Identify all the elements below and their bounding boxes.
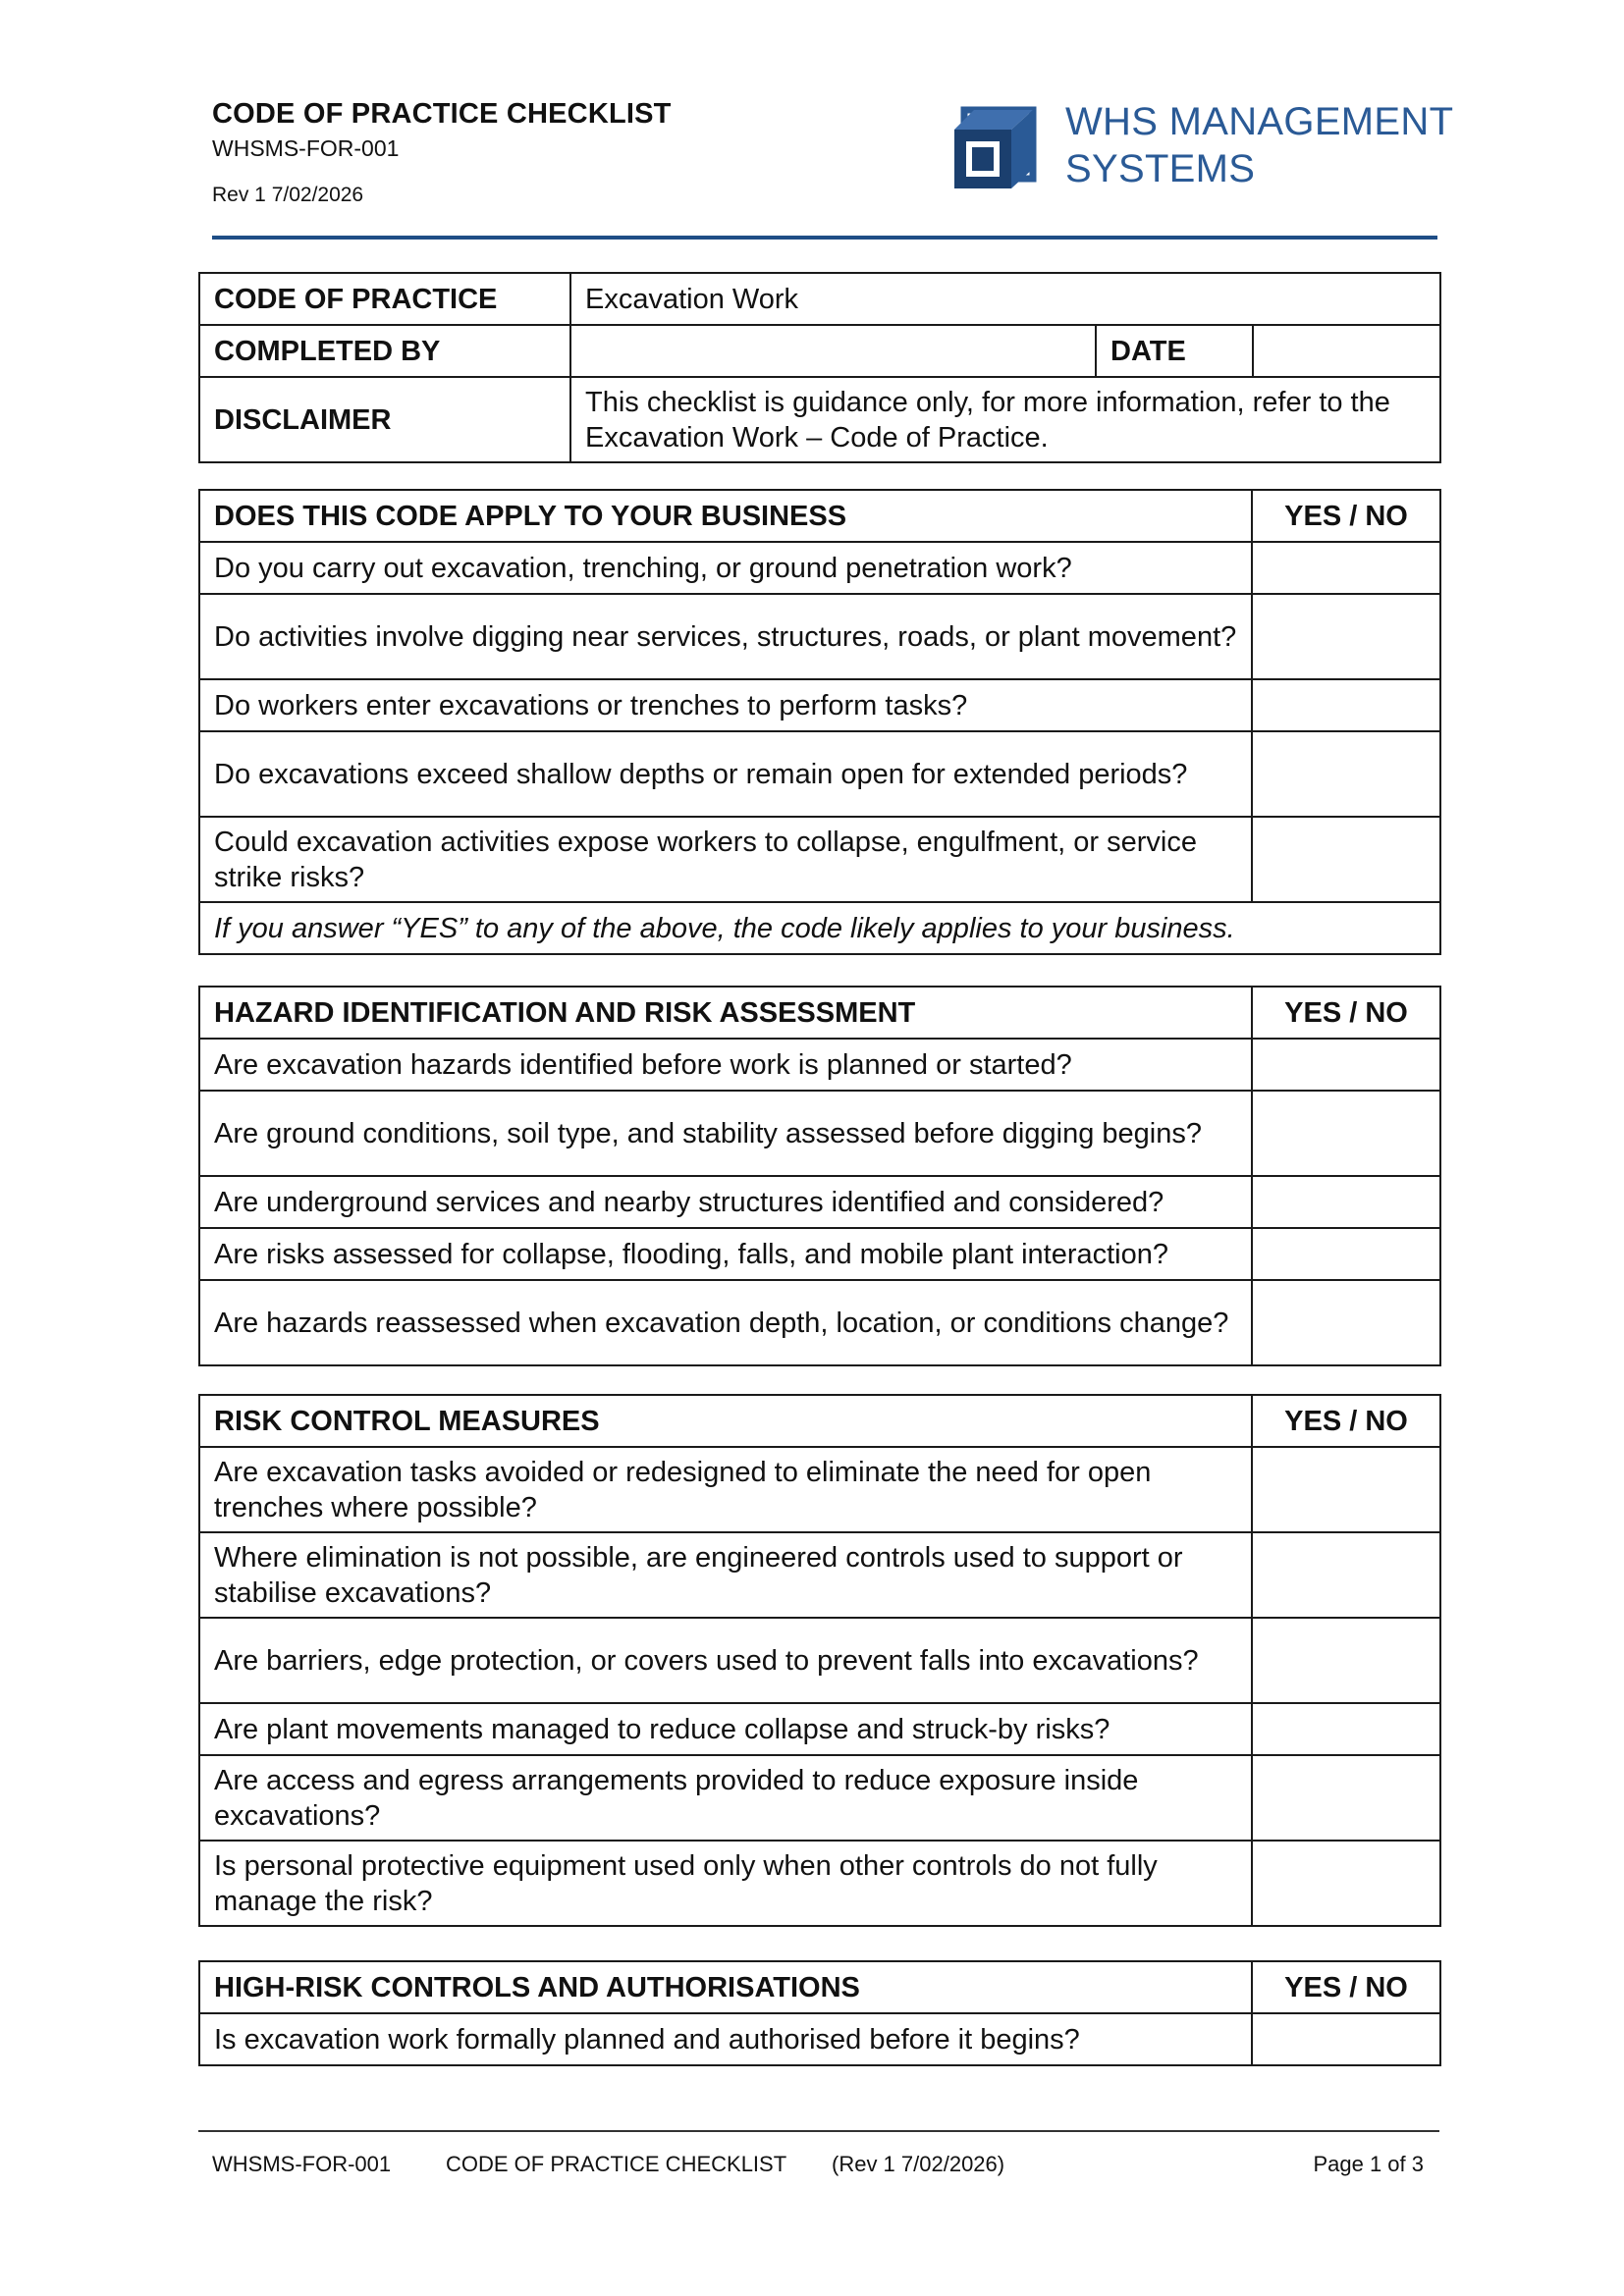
table-row — [199, 594, 1440, 679]
completed-by-label: COMPLETED BY — [199, 325, 570, 377]
table-row — [199, 1755, 1440, 1841]
question-text: Are access and egress arrangements provided to reduce exposure inside excavations? — [199, 1755, 1252, 1841]
logo-line-2: SYSTEMS — [1065, 147, 1256, 190]
table-row — [199, 1280, 1440, 1365]
yes-no-answer-cell[interactable] — [1252, 1176, 1440, 1228]
hazard-identification-table — [198, 986, 1441, 1366]
yes-no-answer-cell[interactable] — [1252, 1039, 1440, 1091]
table-row — [199, 987, 1440, 1039]
section-title: HAZARD IDENTIFICATION AND RISK ASSESSMENT — [199, 987, 1252, 1039]
yes-no-answer-cell[interactable] — [1252, 542, 1440, 594]
table-row — [199, 902, 1440, 954]
yes-no-answer-cell[interactable] — [1252, 594, 1440, 679]
question-text: Are barriers, edge protection, or covers used to prevent falls into excavations? — [199, 1618, 1252, 1703]
code-of-practice-value: Excavation Work — [570, 273, 1440, 325]
footer-page-number: Page 1 of 3 — [1313, 2152, 1424, 2176]
table-row — [199, 2013, 1440, 2065]
footer-doc-code: WHSMS-FOR-001 — [212, 2152, 392, 2176]
question-text: Do you carry out excavation, trenching, or ground penetration work? — [199, 542, 1252, 594]
yes-no-header: YES / NO — [1252, 1395, 1440, 1447]
info-table — [198, 272, 1441, 463]
question-text: Are hazards reassessed when excavation depth, location, or conditions change? — [199, 1280, 1252, 1365]
completed-by-field[interactable] — [570, 325, 1096, 377]
question-text: Is excavation work formally planned and authorised before it begins? — [199, 2013, 1252, 2065]
question-text: Do excavations exceed shallow depths or remain open for extended periods? — [199, 731, 1252, 817]
yes-no-answer-cell[interactable] — [1252, 1703, 1440, 1755]
yes-no-header: YES / NO — [1252, 987, 1440, 1039]
disclaimer-text: This checklist is guidance only, for more information, refer to the Excavation Work – Code of Practice. — [570, 377, 1440, 462]
yes-no-answer-cell[interactable] — [1252, 731, 1440, 817]
applicability-table — [198, 489, 1441, 955]
table-row — [199, 1618, 1440, 1703]
yes-no-answer-cell[interactable] — [1252, 1280, 1440, 1365]
table-row — [199, 731, 1440, 817]
yes-no-answer-cell[interactable] — [1252, 2013, 1440, 2065]
yes-no-answer-cell[interactable] — [1252, 1841, 1440, 1926]
table-row — [199, 273, 1440, 325]
question-text: Are excavation tasks avoided or redesigned to eliminate the need for open trenches where possible? — [199, 1447, 1252, 1532]
logo-line-1: WHS MANAGEMENT — [1065, 100, 1454, 143]
logo-wordmark — [1065, 98, 1453, 192]
section-title: HIGH-RISK CONTROLS AND AUTHORISATIONS — [199, 1961, 1252, 2013]
yes-no-header: YES / NO — [1252, 1961, 1440, 2013]
table-row — [199, 542, 1440, 594]
code-of-practice-label: CODE OF PRACTICE — [199, 273, 570, 325]
document-revision: Rev 1 7/02/2026 — [212, 184, 364, 206]
date-label: DATE — [1096, 325, 1253, 377]
applicability-note: If you answer “YES” to any of the above, the code likely applies to your business. — [199, 902, 1440, 954]
high-risk-controls-table — [198, 1960, 1441, 2066]
table-row — [199, 1039, 1440, 1091]
table-row — [199, 1447, 1440, 1532]
yes-no-answer-cell[interactable] — [1252, 1091, 1440, 1176]
table-row — [199, 817, 1440, 902]
table-row — [199, 679, 1440, 731]
date-field[interactable] — [1253, 325, 1440, 377]
table-row — [199, 1176, 1440, 1228]
page-footer — [198, 2130, 1439, 2176]
question-text: Are excavation hazards identified before work is planned or started? — [199, 1039, 1252, 1091]
footer-title: CODE OF PRACTICE CHECKLIST — [446, 2152, 787, 2176]
table-row — [199, 1228, 1440, 1280]
table-row — [199, 490, 1440, 542]
document-title: CODE OF PRACTICE CHECKLIST — [212, 98, 672, 130]
footer-revision: (Rev 1 7/02/2026) — [832, 2152, 1005, 2176]
risk-control-table — [198, 1394, 1441, 1927]
yes-no-answer-cell[interactable] — [1252, 1447, 1440, 1532]
table-row — [199, 1395, 1440, 1447]
yes-no-answer-cell[interactable] — [1252, 1228, 1440, 1280]
question-text: Where elimination is not possible, are engineered controls used to support or stabilise excavations? — [199, 1532, 1252, 1618]
question-text: Is personal protective equipment used only when other controls do not fully manage the risk? — [199, 1841, 1252, 1926]
question-text: Are underground services and nearby structures identified and considered? — [199, 1176, 1252, 1228]
table-row — [199, 1841, 1440, 1926]
table-row — [199, 1532, 1440, 1618]
yes-no-header: YES / NO — [1252, 490, 1440, 542]
document-code: WHSMS-FOR-001 — [212, 135, 400, 161]
disclaimer-label: DISCLAIMER — [199, 377, 570, 462]
question-text: Are plant movements managed to reduce collapse and struck-by risks? — [199, 1703, 1252, 1755]
yes-no-answer-cell[interactable] — [1252, 1532, 1440, 1618]
section-title: DOES THIS CODE APPLY TO YOUR BUSINESS — [199, 490, 1252, 542]
yes-no-answer-cell[interactable] — [1252, 817, 1440, 902]
company-logo — [947, 96, 1454, 194]
table-row — [199, 325, 1440, 377]
table-row — [199, 1703, 1440, 1755]
question-text: Are ground conditions, soil type, and stability assessed before digging begins? — [199, 1091, 1252, 1176]
question-text: Do workers enter excavations or trenches to perform tasks? — [199, 679, 1252, 731]
table-row — [199, 1091, 1440, 1176]
yes-no-answer-cell[interactable] — [1252, 1755, 1440, 1841]
document-header — [212, 96, 1454, 240]
table-row — [199, 377, 1440, 462]
question-text: Are risks assessed for collapse, flooding, falls, and mobile plant interaction? — [199, 1228, 1252, 1280]
question-text: Do activities involve digging near services, structures, roads, or plant movement? — [199, 594, 1252, 679]
section-title: RISK CONTROL MEASURES — [199, 1395, 1252, 1447]
yes-no-answer-cell[interactable] — [1252, 679, 1440, 731]
cube-logo-icon — [947, 96, 1045, 194]
table-row — [199, 1961, 1440, 2013]
question-text: Could excavation activities expose workers to collapse, engulfment, or service strike risks? — [199, 817, 1252, 902]
yes-no-answer-cell[interactable] — [1252, 1618, 1440, 1703]
